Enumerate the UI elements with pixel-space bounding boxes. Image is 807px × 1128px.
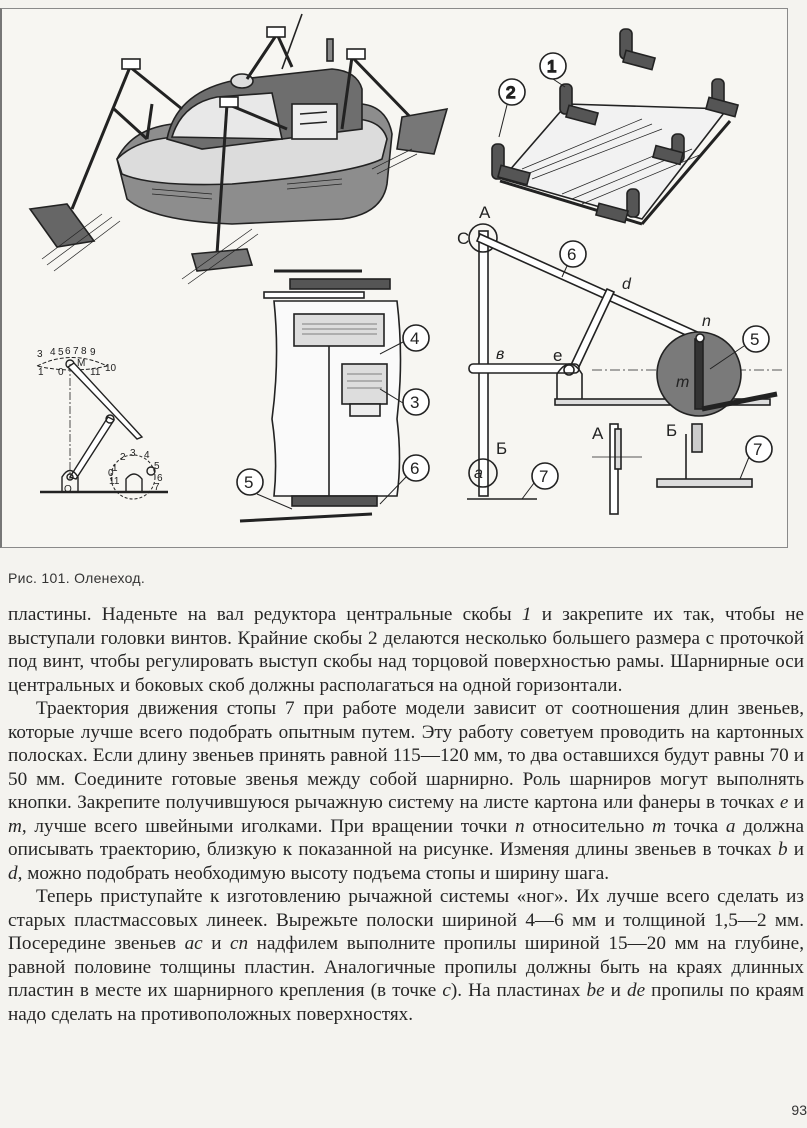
traj-num: 7 — [73, 346, 79, 357]
text-run: пропилы по краям надо сделать на противоположных поверхностях. — [8, 980, 804, 1025]
traj-O: O — [64, 484, 72, 495]
paragraph — [8, 697, 804, 885]
text-run: , можно подобрать необходимую высоту подъема стопы и ширину шага. — [17, 862, 610, 884]
body-text — [8, 603, 804, 1026]
text-run: должна описывать траекторию, близкую к показанной на рисунке. Изменяя длины звеньев в точках — [8, 815, 804, 860]
text-run: и — [202, 933, 231, 954]
text-run: Траектория движения стопы 7 при работе модели зависит от соотношения длин звеньев, которые лучше всего подобрать опытным путем. Эту работу советуем проводить на картонных полосках. Если длину звеньев принять равной 115—120 мм, то два оставшихся будут равны 70 и 50 мм. Соедините готовые звенья между собой шарнирно. Роль шарниров могут выполнять кнопки. Закрепите получившуюся рычажную систему на листе картона или фанеры в точках — [8, 698, 804, 813]
callout-6-gearbox: 6 — [410, 459, 420, 478]
trajectory-labels — [37, 346, 163, 495]
variable-text: n — [514, 815, 525, 837]
label-B-section: Б — [496, 439, 508, 458]
text-run: и — [788, 792, 804, 813]
variable-text: a — [725, 815, 736, 837]
crank-num: 5 — [154, 461, 160, 472]
callout-4: 4 — [410, 329, 420, 348]
gearbox-illustration — [237, 271, 429, 521]
variable-text: m — [8, 815, 22, 837]
traj-num: 4 — [50, 347, 56, 358]
traj-num: 10 — [105, 363, 117, 374]
callout-3: 3 — [410, 393, 420, 412]
crank-num: 7 — [154, 482, 160, 493]
figure-101 — [0, 8, 788, 548]
crank-num: 0 — [108, 468, 114, 479]
traj-num: 3 — [37, 349, 43, 360]
text-run: и — [787, 839, 804, 860]
variable-text: cn — [230, 933, 249, 954]
callout-6-link: 6 — [567, 245, 577, 264]
traj-num: 1 — [38, 367, 44, 378]
variable-text: be — [586, 980, 605, 1001]
callout-1: 1 — [547, 57, 557, 76]
text-run: ). На пластинах — [450, 980, 587, 1001]
text-run: относительно — [524, 815, 653, 837]
label-A-section: A — [592, 424, 604, 443]
label-n: n — [702, 313, 711, 330]
mechanism-diagram — [467, 224, 782, 514]
crank-num: 1 — [112, 463, 118, 474]
page-number: 93 — [791, 1102, 807, 1118]
text-run: пластины. Наденьте на вал редуктора центральные скобы — [8, 604, 522, 625]
traj-num: 0 — [58, 367, 64, 378]
crank-num: 6 — [157, 473, 163, 484]
figure-caption: Рис. 101. Оленеход. — [8, 570, 146, 586]
label-a: a — [474, 465, 483, 482]
crank-num: 4 — [144, 450, 150, 461]
crank-num: 11 — [109, 476, 120, 487]
figure-drawing — [2, 9, 788, 547]
variable-text: e — [779, 792, 789, 813]
callout-5-right: 5 — [750, 330, 760, 349]
callout-2: 2 — [506, 83, 516, 102]
label-d: d — [622, 276, 631, 293]
crank-num: 2 — [120, 452, 126, 463]
callout-7-left: 7 — [539, 467, 549, 486]
traj-num: 6 — [65, 346, 71, 357]
traj-num: 5 — [58, 347, 64, 358]
label-B-section2: Б — [666, 421, 678, 440]
label-m: m — [676, 374, 690, 391]
variable-text: c — [442, 980, 451, 1001]
label-e: e — [553, 346, 563, 365]
text-run: , лучше всего швейными иголками. При вращении точки — [21, 815, 515, 837]
traj-num: 8 — [81, 346, 87, 357]
variable-text: 1 — [521, 604, 532, 625]
traj-num: 11 — [90, 367, 101, 378]
callout-7-right: 7 — [753, 440, 763, 459]
traj-M: M — [77, 358, 86, 369]
paragraph — [8, 603, 804, 697]
vehicle-illustration — [30, 14, 447, 284]
variable-text: m — [652, 815, 666, 837]
label-A-top: A — [479, 203, 491, 222]
variable-text: ac — [184, 933, 203, 954]
variable-text: d — [8, 862, 18, 884]
text-run: и закрепите их так, чтобы не выступали головки винтов. Крайние скобы 2 делаются несколько большего размера с проточкой под винт, чтобы регулировать выступ скобы над торцовой поверхностью рамы. Шарнирные оси центральных и боковых скоб должны располагаться на одной горизонтали. — [8, 604, 804, 696]
text-run: надфилем выполните пропилы шириной 15—20 мм на глубине, равной половине толщины пластин. Аналогичные пропилы должны быть на краях длинных пластин в месте их шарнирного крепления (в точке — [8, 933, 804, 1001]
text-run: точка — [665, 815, 726, 837]
text-run: Теперь приступайте к изготовлению рычажной системы «ног». Их лучше всего сделать из старых пластмассовых линеек. Вырежьте полоски шириной 4—6 мм и толщиной 1,5—2 мм. Посередине звеньев — [8, 886, 804, 954]
label-c: C — [457, 229, 470, 248]
paragraph — [8, 885, 804, 1026]
variable-text: de — [627, 980, 646, 1001]
label-b: в — [496, 346, 505, 363]
callout-5-gearbox: 5 — [244, 473, 254, 492]
frame-illustration — [492, 29, 738, 224]
text-run: и — [604, 980, 627, 1001]
trajectory-schematic — [37, 358, 168, 500]
variable-text: b — [777, 839, 788, 860]
crank-num: 3 — [130, 448, 136, 459]
traj-num: 9 — [90, 347, 96, 358]
